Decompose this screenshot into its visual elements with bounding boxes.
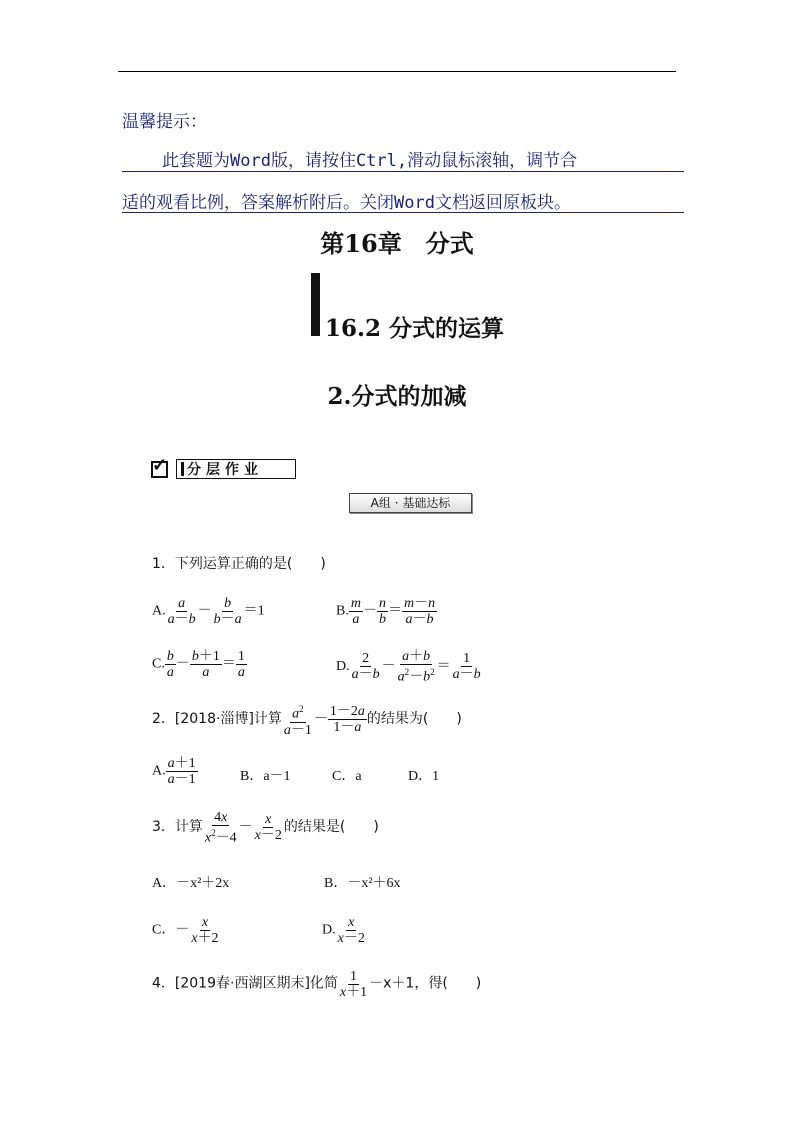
q1-option-d-label: D. bbox=[336, 659, 350, 675]
q4-stem-suffix: －x＋1，得( ) bbox=[369, 975, 482, 992]
notice-underline-1 bbox=[122, 171, 684, 172]
checkmark-icon: ✓ bbox=[152, 455, 168, 476]
notice-underline-2 bbox=[122, 212, 684, 213]
q3-stem-prefix: 3．计算 bbox=[152, 819, 203, 836]
chapter-title: 第16章 分式 bbox=[320, 229, 474, 258]
q1-option-d: D. $\frac{2}{a-b}$ － $\frac{a+b}{a^2-b^2}$ ＝ $\frac{1}{a-b}$ bbox=[336, 649, 481, 685]
q1-option-b: B. $\frac{m}{a}$ － $\frac{n}{b}$ ＝ $\frac{m-n}{a-b}$ bbox=[336, 596, 436, 627]
question-2-stem: 2．[2018·淄博]计算 $\frac{a^2}{a-1}$ － $\frac{1-2a}{1-a}$ 的结果为( ) bbox=[152, 704, 462, 738]
q3-option-c: C．－ $\frac{x}{x+2}$ bbox=[152, 915, 219, 946]
q3-option-d: D. $\frac{x}{x-2}$ bbox=[322, 915, 365, 946]
section-title: 16.2 分式的运算 bbox=[325, 315, 505, 342]
q1-option-a: A. $\frac{a}{a-b}$ － $\frac{b}{b-a}$ ＝1 bbox=[152, 596, 265, 627]
q2-stem-suffix: 的结果为( ) bbox=[366, 711, 462, 728]
notice-line-1: 此套题为Word版，请按住Ctrl,滑动鼠标滚轴，调节合 bbox=[162, 151, 578, 171]
question-1-stem: 1．下列运算正确的是( ) bbox=[152, 556, 326, 572]
q1-option-b-label: B. bbox=[336, 603, 349, 619]
q2-option-d: D．1 bbox=[408, 769, 440, 784]
homework-label: 分层作业 bbox=[176, 459, 296, 479]
q3-option-c-label: C．－ bbox=[152, 922, 190, 938]
q2-stem-prefix: 2．[2018·淄博]计算 bbox=[152, 711, 282, 728]
section-bar bbox=[311, 273, 320, 336]
q2-option-b: B．a－1 bbox=[240, 769, 291, 784]
q2-option-c: C．a bbox=[332, 769, 362, 784]
q3-option-a: A．－x²＋2x bbox=[152, 876, 230, 891]
group-badge: A组 · 基础达标 bbox=[349, 493, 472, 513]
notice-line-2: 适的观看比例，答案解析附后。关闭Word文档返回原板块。 bbox=[122, 193, 571, 213]
question-4-stem: 4．[2019春·西湖区期末]化简 $\frac{1}{x+1}$ －x＋1，得( ) bbox=[152, 969, 482, 1000]
subsection-title: 2.分式的加减 bbox=[327, 383, 467, 410]
q1-option-c-label: C. bbox=[152, 656, 165, 672]
q2-option-a-label: A. bbox=[152, 763, 166, 779]
notice-title: 温馨提示： bbox=[122, 112, 207, 132]
q3-option-b: B．－x²＋6x bbox=[324, 876, 401, 891]
q3-option-d-label: D. bbox=[322, 922, 336, 938]
header-rule bbox=[118, 71, 676, 72]
q3-stem-suffix: 的结果是( ) bbox=[283, 819, 379, 836]
q2-option-a: A. $\frac{a+1}{a-1}$ bbox=[152, 756, 196, 787]
q1-option-c: C. $\frac{b}{a}$ － $\frac{b+1}{a}$ ＝ $\frac{1}{a}$ bbox=[152, 649, 245, 680]
q1-option-a-label: A. bbox=[152, 603, 166, 619]
question-3-stem: 3．计算 $\frac{4x}{x^2-4}$ － $\frac{x}{x-2}$ 的结果是( ) bbox=[152, 810, 379, 846]
q4-stem-prefix: 4．[2019春·西湖区期末]化简 bbox=[152, 975, 338, 992]
